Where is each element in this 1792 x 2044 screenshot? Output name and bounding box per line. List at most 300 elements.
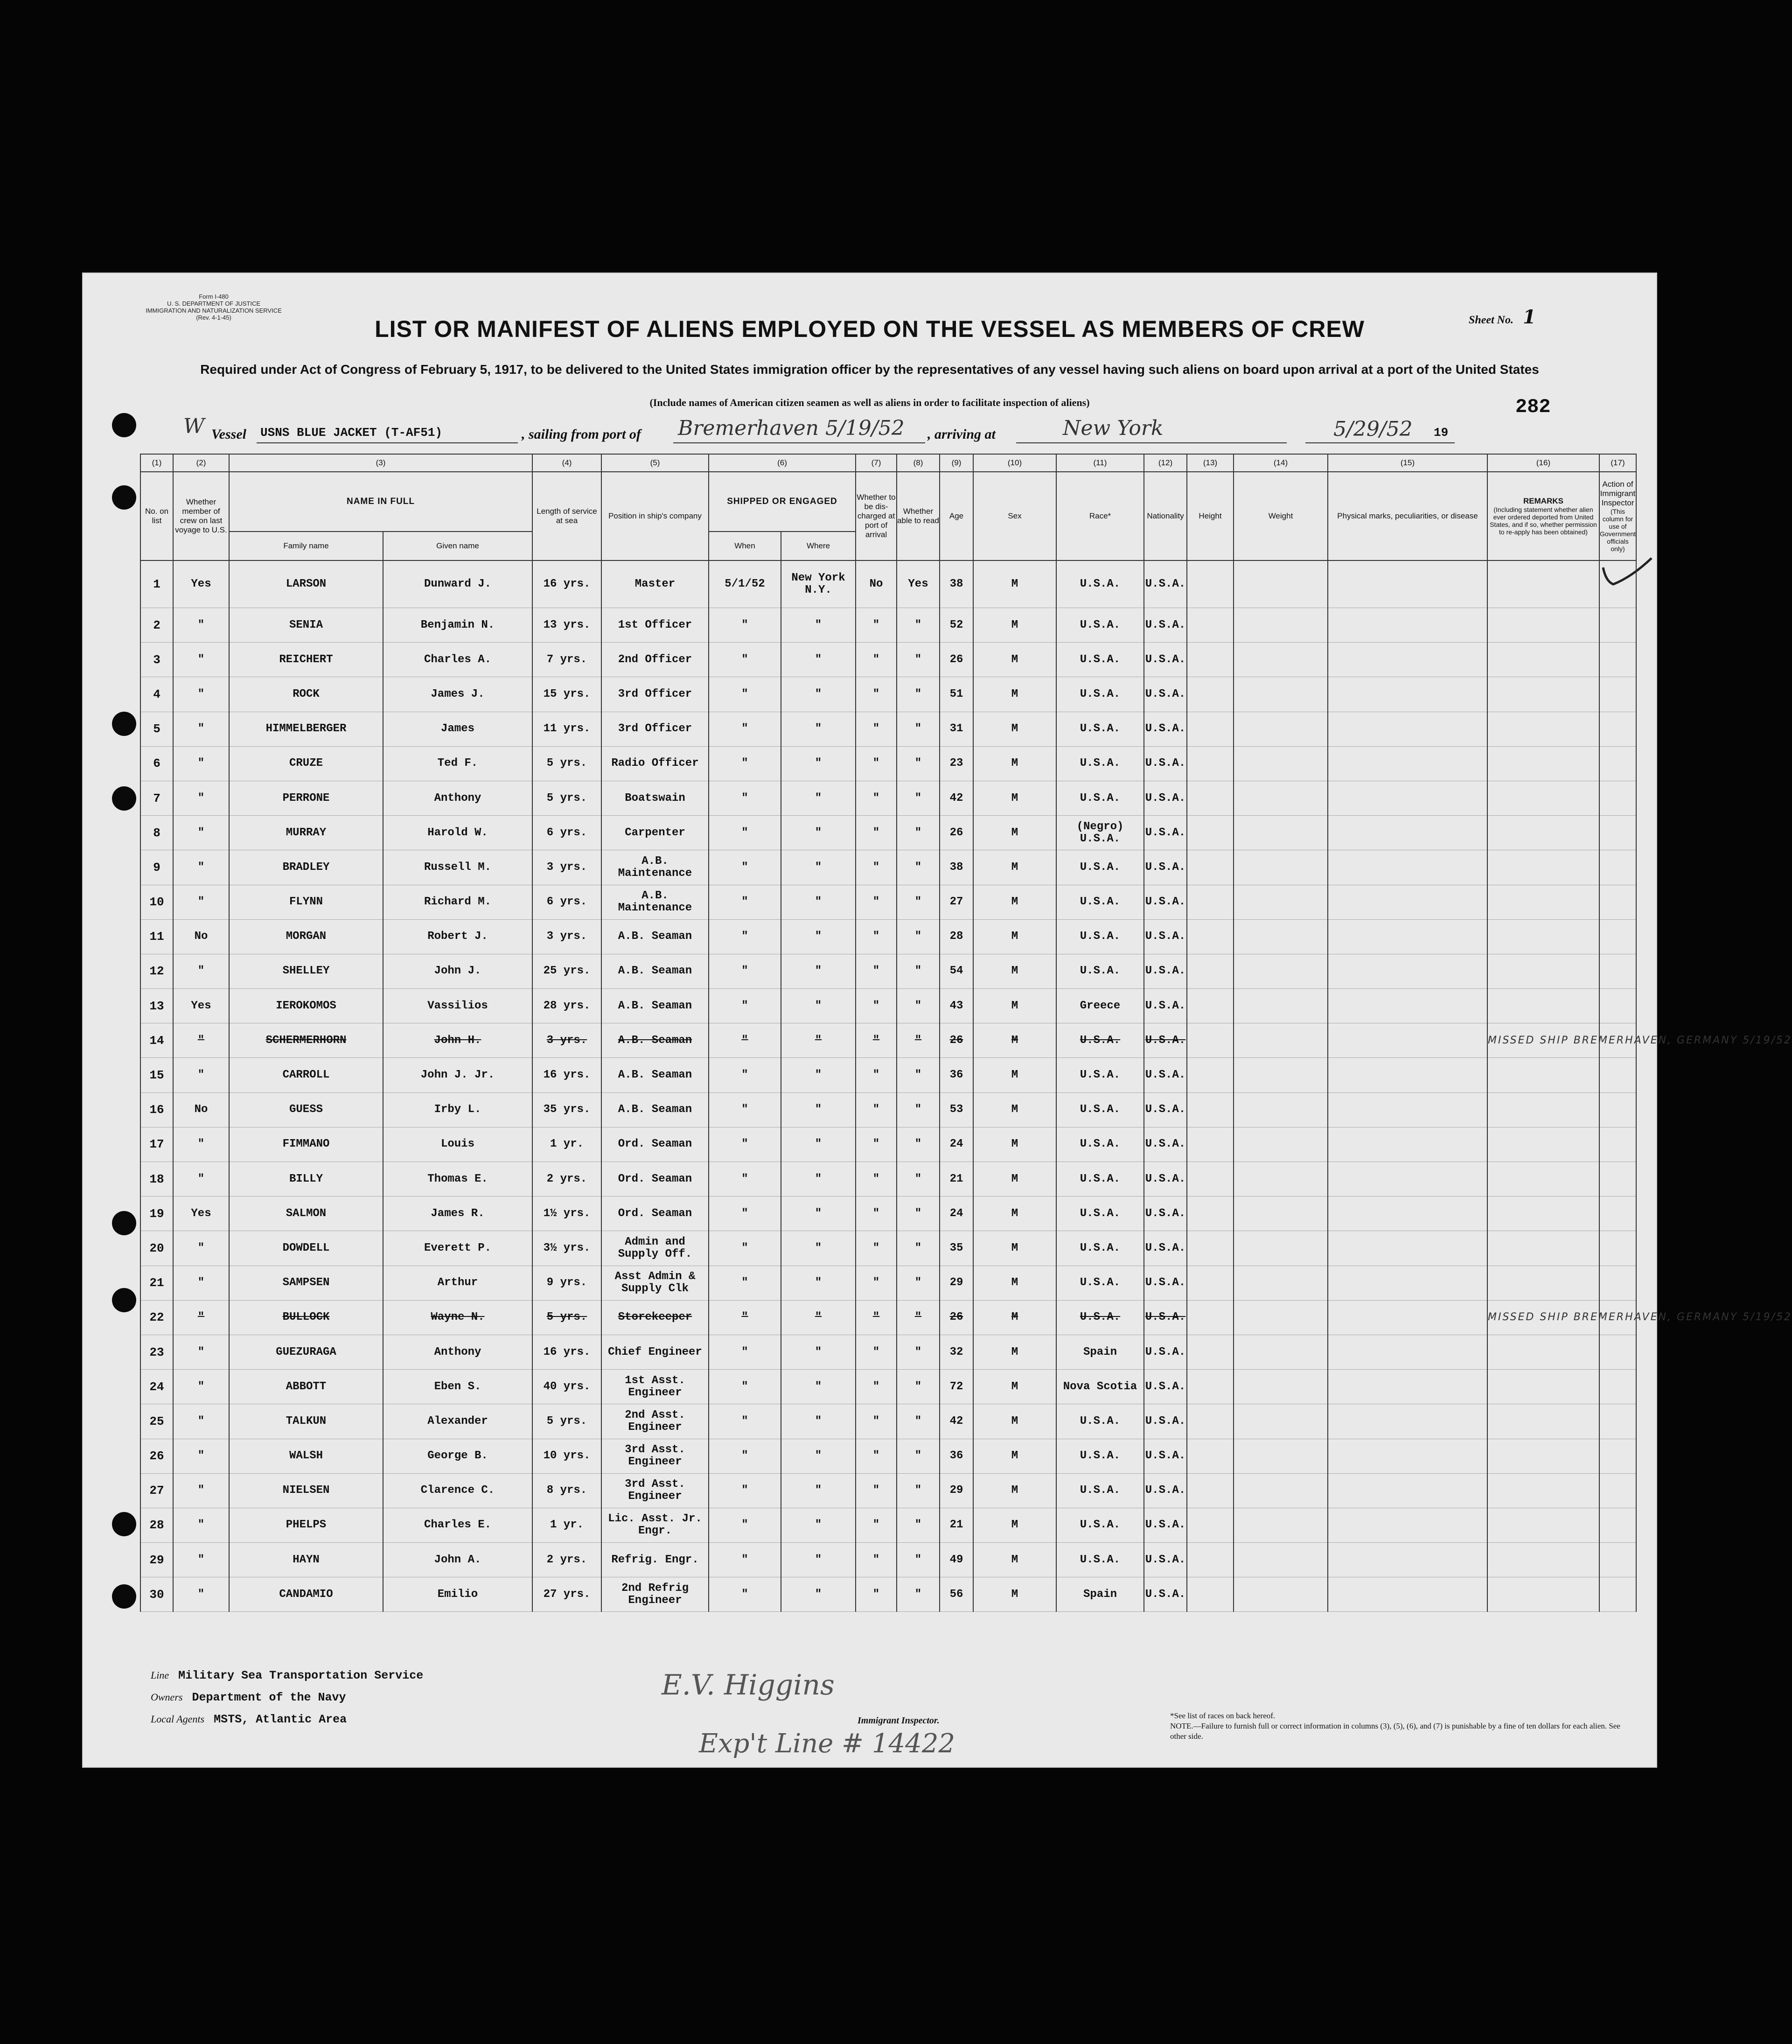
cell-nationality: U.S.A.	[1144, 781, 1187, 815]
cell-able-read: "	[897, 677, 940, 712]
punch-hole	[112, 786, 136, 811]
cell-physical	[1328, 781, 1487, 815]
table-row	[140, 989, 1636, 1023]
cell-action	[1599, 1543, 1636, 1577]
arriving-label: , arriving at	[927, 427, 996, 442]
inspector-signature: E.V. Higgins	[662, 1669, 835, 1701]
table-row	[140, 1543, 1636, 1577]
cell-no: 22	[140, 1300, 173, 1335]
cell-given-name: James J.	[383, 677, 532, 712]
cell-no: 27	[140, 1473, 173, 1508]
cell-able-read: "	[897, 643, 940, 677]
cell-weight	[1234, 560, 1328, 608]
cell-race: U.S.A.	[1056, 1439, 1144, 1473]
cell-physical	[1328, 885, 1487, 919]
cell-position: 3rd Officer	[601, 677, 709, 712]
cell-sex: M	[973, 816, 1056, 850]
cell-last-voyage: "	[173, 816, 229, 850]
cell-able-read: "	[897, 989, 940, 1023]
cell-position: Ord. Seaman	[601, 1127, 709, 1162]
cell-last-voyage: "	[173, 677, 229, 712]
cell-weight	[1234, 1577, 1328, 1612]
cell-height	[1187, 954, 1234, 988]
cell-weight	[1234, 1473, 1328, 1508]
cell-position: Lic. Asst. Jr. Engr.	[601, 1508, 709, 1542]
cell-given-name: James	[383, 712, 532, 746]
cell-service: 13 yrs.	[532, 608, 601, 643]
cell-age: 29	[940, 1473, 973, 1508]
cell-physical	[1328, 1370, 1487, 1404]
table-row	[140, 1266, 1636, 1300]
cell-given-name: George B.	[383, 1439, 532, 1473]
cell-race: U.S.A.	[1056, 1231, 1144, 1266]
cell-weight	[1234, 1335, 1328, 1369]
cell-race: U.S.A.	[1056, 885, 1144, 919]
col-num: (5)	[601, 454, 709, 472]
cell-able-read: "	[897, 816, 940, 850]
cell-physical	[1328, 1439, 1487, 1473]
cell-family-name: CARROLL	[229, 1058, 383, 1092]
table-row	[140, 781, 1636, 815]
cell-race: U.S.A.	[1056, 712, 1144, 746]
cell-service: 1 yr.	[532, 1127, 601, 1162]
table-row	[140, 954, 1636, 988]
arrival-date: 5/29/52	[1333, 417, 1413, 441]
cell-able-read: "	[897, 1300, 940, 1335]
cell-weight	[1234, 816, 1328, 850]
cell-discharged: "	[856, 781, 897, 815]
cell-last-voyage: "	[173, 1439, 229, 1473]
table-row	[140, 1092, 1636, 1127]
cell-able-read: "	[897, 850, 940, 885]
cell-where: "	[781, 1439, 856, 1473]
cell-able-read: "	[897, 1577, 940, 1612]
cell-height	[1187, 1058, 1234, 1092]
cell-where: "	[781, 954, 856, 988]
cell-service: 8 yrs.	[532, 1473, 601, 1508]
cell-able-read: "	[897, 1127, 940, 1162]
cell-race: U.S.A.	[1056, 608, 1144, 643]
cell-race: Nova Scotia	[1056, 1370, 1144, 1404]
cell-last-voyage: "	[173, 1577, 229, 1612]
cell-service: 3 yrs.	[532, 850, 601, 885]
cell-last-voyage: "	[173, 1335, 229, 1369]
cell-sex: M	[973, 1092, 1056, 1127]
cell-last-voyage: "	[173, 1162, 229, 1197]
cell-no: 18	[140, 1162, 173, 1197]
cell-weight	[1234, 1162, 1328, 1197]
cell-position: A.B. Maintenance	[601, 885, 709, 919]
cell-race: U.S.A.	[1056, 746, 1144, 781]
cell-physical	[1328, 816, 1487, 850]
cell-sex: M	[973, 1370, 1056, 1404]
cell-age: 43	[940, 989, 973, 1023]
cell-no: 9	[140, 850, 173, 885]
cell-height	[1187, 1162, 1234, 1197]
cell-service: 5 yrs.	[532, 781, 601, 815]
cell-discharged: "	[856, 1508, 897, 1542]
cell-remarks	[1487, 850, 1599, 885]
line-value: Military Sea Transportation Service	[178, 1669, 424, 1682]
cell-nationality: U.S.A.	[1144, 1335, 1187, 1369]
cell-weight	[1234, 1543, 1328, 1577]
cell-family-name: SHELLEY	[229, 954, 383, 988]
cell-when: "	[709, 712, 781, 746]
fine-note: NOTE.—Failure to furnish full or correct information in columns (3), (5), (6), and (7) is punishable by a fine of ten dollars for each alien. See other side.	[1170, 1722, 1620, 1741]
inspector-label: Immigrant Inspector.	[858, 1715, 940, 1726]
cell-where: "	[781, 885, 856, 919]
punch-hole	[112, 1512, 136, 1536]
header-name-in-full: NAME IN FULL	[229, 472, 532, 532]
cell-height	[1187, 1439, 1234, 1473]
cell-where: "	[781, 781, 856, 815]
cell-when: "	[709, 1266, 781, 1300]
cell-where: "	[781, 746, 856, 781]
cell-height	[1187, 560, 1234, 608]
header-when: When	[709, 532, 781, 560]
cell-given-name: Russell M.	[383, 850, 532, 885]
vessel-mark: W	[183, 414, 205, 438]
cell-remarks	[1487, 1577, 1599, 1612]
cell-nationality: U.S.A.	[1144, 560, 1187, 608]
cell-weight	[1234, 712, 1328, 746]
cell-given-name: Charles E.	[383, 1508, 532, 1542]
cell-weight	[1234, 677, 1328, 712]
cell-sex: M	[973, 885, 1056, 919]
cell-sex: M	[973, 1231, 1056, 1266]
cell-physical	[1328, 1197, 1487, 1231]
cell-last-voyage: No	[173, 919, 229, 954]
cell-where: "	[781, 1266, 856, 1300]
footer-info	[151, 1669, 423, 1735]
cell-action	[1599, 560, 1636, 608]
cell-last-voyage: "	[173, 781, 229, 815]
cell-where: "	[781, 1508, 856, 1542]
cell-height	[1187, 1023, 1234, 1058]
cell-physical	[1328, 1231, 1487, 1266]
cell-action	[1599, 1439, 1636, 1473]
cell-nationality: U.S.A.	[1144, 1300, 1187, 1335]
cell-nationality: U.S.A.	[1144, 1058, 1187, 1092]
cell-when: "	[709, 1439, 781, 1473]
header-remarks-title: REMARKS	[1523, 497, 1563, 505]
cell-action	[1599, 608, 1636, 643]
cell-age: 26	[940, 643, 973, 677]
cell-able-read: Yes	[897, 560, 940, 608]
cell-service: 7 yrs.	[532, 643, 601, 677]
cell-age: 53	[940, 1092, 973, 1127]
cell-family-name: BRADLEY	[229, 850, 383, 885]
cell-action	[1599, 643, 1636, 677]
cell-physical	[1328, 954, 1487, 988]
cell-service: 2 yrs.	[532, 1162, 601, 1197]
cell-age: 26	[940, 1023, 973, 1058]
punch-hole	[112, 1211, 136, 1235]
cell-no: 17	[140, 1127, 173, 1162]
form-dept: U. S. DEPARTMENT OF JUSTICE	[167, 300, 261, 307]
cell-able-read: "	[897, 1231, 940, 1266]
cell-height	[1187, 1266, 1234, 1300]
cell-able-read: "	[897, 781, 940, 815]
cell-when: "	[709, 1231, 781, 1266]
cell-discharged: "	[856, 608, 897, 643]
include-note: (Include names of American citizen seamen as well as aliens in order to facilitate inspection of aliens)	[649, 397, 1090, 408]
cell-sex: M	[973, 1127, 1056, 1162]
cell-physical	[1328, 746, 1487, 781]
arrival-port: New York	[1063, 416, 1164, 440]
cell-position: A.B. Maintenance	[601, 850, 709, 885]
cell-action	[1599, 850, 1636, 885]
cell-family-name: ABBOTT	[229, 1370, 383, 1404]
header-where: Where	[781, 532, 856, 560]
cell-race: U.S.A.	[1056, 677, 1144, 712]
cell-remarks	[1487, 954, 1599, 988]
cell-age: 36	[940, 1058, 973, 1092]
table-row	[140, 1439, 1636, 1473]
cell-given-name: Irby L.	[383, 1092, 532, 1127]
cell-given-name: James R.	[383, 1197, 532, 1231]
cell-able-read: "	[897, 1162, 940, 1197]
cell-service: 16 yrs.	[532, 560, 601, 608]
cell-nationality: U.S.A.	[1144, 850, 1187, 885]
cell-last-voyage: "	[173, 1300, 229, 1335]
cell-position: 1st Officer	[601, 608, 709, 643]
cell-position: A.B. Seaman	[601, 1092, 709, 1127]
cell-remarks	[1487, 1439, 1599, 1473]
cell-remarks	[1487, 712, 1599, 746]
cell-service: 9 yrs.	[532, 1266, 601, 1300]
table-row	[140, 885, 1636, 919]
cell-position: Storekeeper	[601, 1300, 709, 1335]
cell-position: 3rd Asst. Engineer	[601, 1473, 709, 1508]
cell-discharged: "	[856, 919, 897, 954]
cell-remarks	[1487, 1162, 1599, 1197]
cell-position: 2nd Officer	[601, 643, 709, 677]
cell-when: "	[709, 1023, 781, 1058]
cell-nationality: U.S.A.	[1144, 885, 1187, 919]
col-num: (13)	[1187, 454, 1234, 472]
cell-last-voyage: Yes	[173, 989, 229, 1023]
cell-when: "	[709, 1162, 781, 1197]
header-last-voyage: Whether member of crew on last voyage to U.S.	[173, 472, 229, 560]
cell-physical	[1328, 1300, 1487, 1335]
cell-given-name: Richard M.	[383, 885, 532, 919]
inspector-block	[662, 1669, 1081, 1759]
column-header-row	[140, 472, 1636, 532]
cell-no: 28	[140, 1508, 173, 1542]
cell-position: Ord. Seaman	[601, 1197, 709, 1231]
inspector-note: Exp't Line # 14422	[699, 1729, 955, 1759]
cell-physical	[1328, 1508, 1487, 1542]
cell-sex: M	[973, 954, 1056, 988]
race-note: *See list of races on back hereof.	[1170, 1711, 1276, 1720]
cell-remarks: MISSED SHIP BREMERHAVEN, GERMANY 5/19/52	[1487, 1023, 1599, 1058]
cell-remarks	[1487, 1058, 1599, 1092]
header-action	[1599, 472, 1636, 560]
cell-height	[1187, 989, 1234, 1023]
cell-action	[1599, 1092, 1636, 1127]
cell-when: "	[709, 885, 781, 919]
header-no-on-list: No. on list	[140, 472, 173, 560]
cell-weight	[1234, 1508, 1328, 1542]
cell-no: 11	[140, 919, 173, 954]
cell-no: 21	[140, 1266, 173, 1300]
cell-height	[1187, 781, 1234, 815]
cell-no: 8	[140, 816, 173, 850]
cell-position: A.B. Seaman	[601, 1023, 709, 1058]
cell-weight	[1234, 1197, 1328, 1231]
cell-nationality: U.S.A.	[1144, 1197, 1187, 1231]
cell-where: "	[781, 1473, 856, 1508]
table-row	[140, 1370, 1636, 1404]
owners-label: Owners	[151, 1691, 183, 1703]
cell-service: 5 yrs.	[532, 1404, 601, 1439]
sheet-label: Sheet No.	[1469, 314, 1513, 326]
cell-able-read: "	[897, 1508, 940, 1542]
header-given-name: Given name	[383, 532, 532, 560]
cell-height	[1187, 1335, 1234, 1369]
page-subtitle: Required under Act of Congress of February 5, 1917, to be delivered to the United States immigration officer by the representatives of any vessel having such aliens on board upon arrival at a port of the United States	[200, 362, 1539, 377]
cell-last-voyage: "	[173, 608, 229, 643]
cell-given-name: Benjamin N.	[383, 608, 532, 643]
punch-hole	[112, 1288, 136, 1312]
cell-weight	[1234, 608, 1328, 643]
cell-given-name: Vassilios	[383, 989, 532, 1023]
cell-position: A.B. Seaman	[601, 1058, 709, 1092]
cell-remarks	[1487, 608, 1599, 643]
cell-weight	[1234, 1266, 1328, 1300]
cell-physical	[1328, 560, 1487, 608]
col-num: (6)	[709, 454, 856, 472]
cell-remarks	[1487, 989, 1599, 1023]
cell-physical	[1328, 1266, 1487, 1300]
col-num: (15)	[1328, 454, 1487, 472]
cell-height	[1187, 677, 1234, 712]
cell-weight	[1234, 1231, 1328, 1266]
cell-able-read: "	[897, 1404, 940, 1439]
form-revision: (Rev. 4-1-45)	[196, 314, 231, 321]
cell-family-name: FIMMANO	[229, 1127, 383, 1162]
cell-able-read: "	[897, 1439, 940, 1473]
cell-last-voyage: "	[173, 1023, 229, 1058]
cell-age: 26	[940, 1300, 973, 1335]
cell-nationality: U.S.A.	[1144, 1092, 1187, 1127]
cell-sex: M	[973, 850, 1056, 885]
cell-last-voyage: "	[173, 1508, 229, 1542]
cell-discharged: "	[856, 712, 897, 746]
cell-physical	[1328, 1023, 1487, 1058]
cell-weight	[1234, 989, 1328, 1023]
header-length-service: Length of service at sea	[532, 472, 601, 560]
cell-remarks	[1487, 1335, 1599, 1369]
cell-sex: M	[973, 746, 1056, 781]
cell-nationality: U.S.A.	[1144, 989, 1187, 1023]
cell-age: 38	[940, 560, 973, 608]
cell-action	[1599, 919, 1636, 954]
header-shipped-engaged: SHIPPED OR ENGAGED	[709, 472, 856, 532]
cell-able-read: "	[897, 1473, 940, 1508]
cell-remarks	[1487, 1473, 1599, 1508]
cell-family-name: BILLY	[229, 1162, 383, 1197]
cell-age: 31	[940, 712, 973, 746]
footer-note	[1170, 1711, 1637, 1742]
cell-height	[1187, 1473, 1234, 1508]
cell-physical	[1328, 919, 1487, 954]
cell-height	[1187, 919, 1234, 954]
cell-weight	[1234, 1023, 1328, 1058]
table-row	[140, 850, 1636, 885]
cell-no: 5	[140, 712, 173, 746]
cell-family-name: PERRONE	[229, 781, 383, 815]
cell-sex: M	[973, 1197, 1056, 1231]
cell-position: Asst Admin & Supply Clk	[601, 1266, 709, 1300]
cell-when: "	[709, 816, 781, 850]
cell-able-read: "	[897, 1370, 940, 1404]
cell-no: 14	[140, 1023, 173, 1058]
cell-race: U.S.A.	[1056, 954, 1144, 988]
cell-age: 54	[940, 954, 973, 988]
cell-discharged: "	[856, 1577, 897, 1612]
cell-height	[1187, 1508, 1234, 1542]
cell-sex: M	[973, 781, 1056, 815]
cell-weight	[1234, 1092, 1328, 1127]
table-row	[140, 1127, 1636, 1162]
cell-given-name: Dunward J.	[383, 560, 532, 608]
cell-when: "	[709, 1300, 781, 1335]
cell-physical	[1328, 608, 1487, 643]
cell-sex: M	[973, 1058, 1056, 1092]
cell-discharged: "	[856, 746, 897, 781]
cell-nationality: U.S.A.	[1144, 608, 1187, 643]
cell-able-read: "	[897, 1023, 940, 1058]
table-row	[140, 1162, 1636, 1197]
cell-race: Greece	[1056, 989, 1144, 1023]
cell-discharged: "	[856, 1266, 897, 1300]
cell-weight	[1234, 1370, 1328, 1404]
cell-service: 1 yr.	[532, 1508, 601, 1542]
cell-sex: M	[973, 1162, 1056, 1197]
cell-physical	[1328, 1058, 1487, 1092]
cell-no: 6	[140, 746, 173, 781]
cell-sex: M	[973, 1439, 1056, 1473]
cell-no: 12	[140, 954, 173, 988]
cell-last-voyage: "	[173, 954, 229, 988]
cell-last-voyage: "	[173, 1404, 229, 1439]
cell-when: "	[709, 1092, 781, 1127]
cell-given-name: Arthur	[383, 1266, 532, 1300]
cell-race: U.S.A.	[1056, 1508, 1144, 1542]
cell-sex: M	[973, 1577, 1056, 1612]
cell-height	[1187, 885, 1234, 919]
table-row	[140, 643, 1636, 677]
cell-family-name: GUEZURAGA	[229, 1335, 383, 1369]
cell-height	[1187, 1127, 1234, 1162]
cell-when: "	[709, 1543, 781, 1577]
cell-action	[1599, 1577, 1636, 1612]
cell-discharged: "	[856, 1023, 897, 1058]
cell-able-read: "	[897, 746, 940, 781]
cell-service: 1½ yrs.	[532, 1197, 601, 1231]
page-title: LIST OR MANIFEST OF ALIENS EMPLOYED ON THE VESSEL AS MEMBERS OF CREW	[375, 316, 1365, 342]
cell-action	[1599, 1508, 1636, 1542]
crew-manifest-table	[140, 454, 1792, 1612]
page-number: 282	[1515, 396, 1551, 418]
cell-weight	[1234, 885, 1328, 919]
cell-last-voyage: "	[173, 885, 229, 919]
cell-age: 27	[940, 885, 973, 919]
cell-discharged: "	[856, 643, 897, 677]
header-age: Age	[940, 472, 973, 560]
